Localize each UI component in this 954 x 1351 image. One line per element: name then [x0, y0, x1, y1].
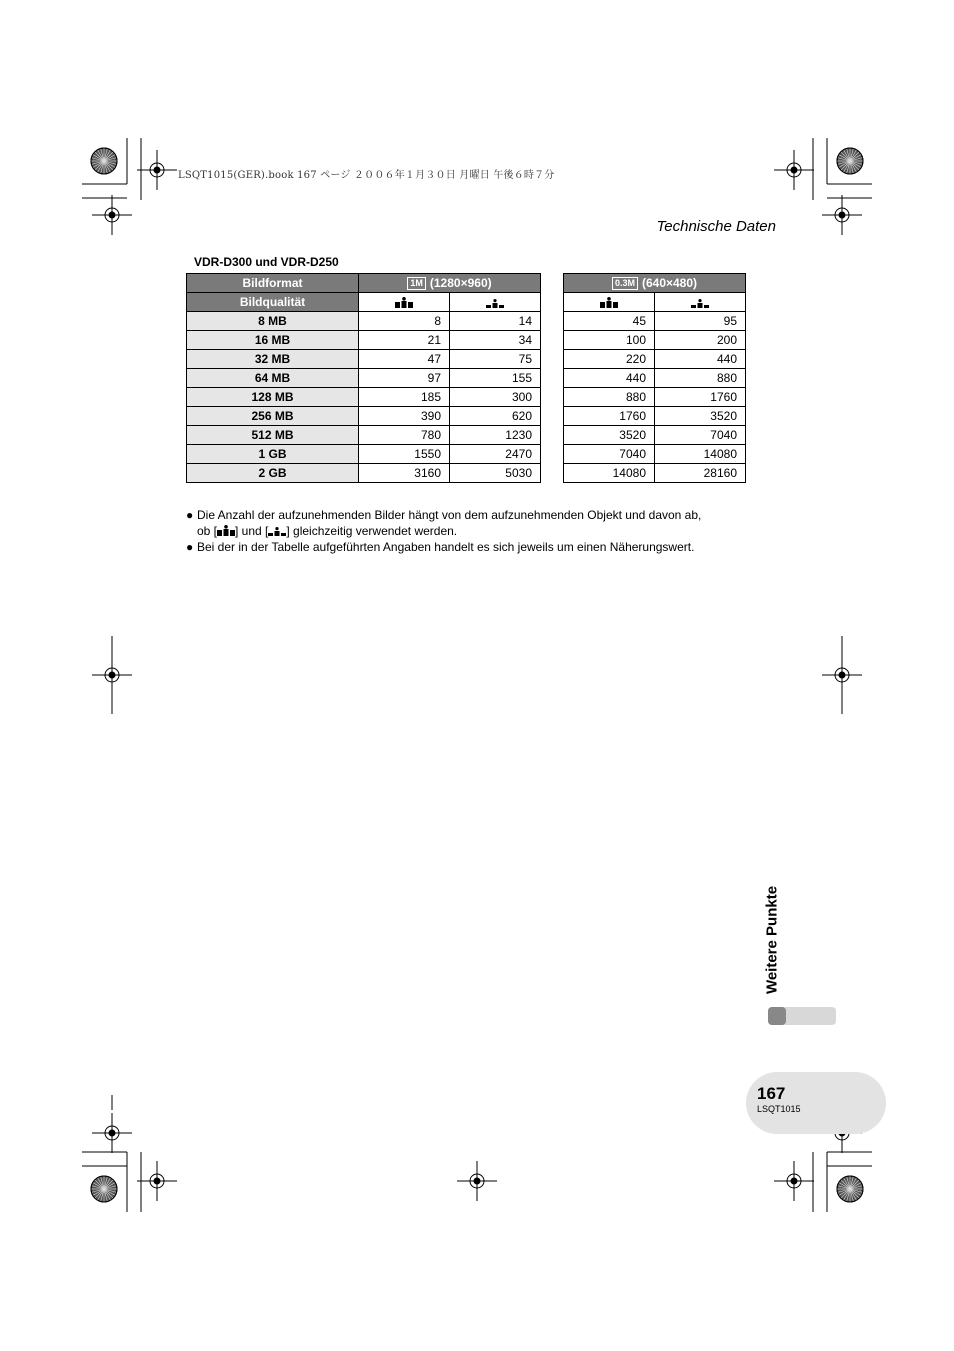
cell-a-normal: 1230	[450, 426, 541, 445]
chapter-tab-marker	[768, 1007, 786, 1025]
cell-b-normal: 14080	[655, 445, 746, 464]
cell-a-fine: 185	[359, 388, 450, 407]
note-1-text-b: ob [	[197, 524, 218, 538]
cell-a-normal: 5030	[450, 464, 541, 483]
table-row	[564, 407, 746, 426]
row-label: 2 GB	[187, 464, 359, 483]
header-quality-label: Bildqualität	[187, 293, 359, 312]
side-tab-text: Weitere Punkte	[763, 885, 781, 995]
table-row	[564, 388, 746, 407]
cell-b-fine: 440	[564, 369, 655, 388]
cell-b-normal: 28160	[655, 464, 746, 483]
table-row	[187, 350, 541, 369]
cell-a-normal: 2470	[450, 445, 541, 464]
row-label: 128 MB	[187, 388, 359, 407]
cell-a-normal: 34	[450, 331, 541, 350]
table-row	[564, 369, 746, 388]
bullet: ●	[186, 508, 194, 522]
table-row	[187, 407, 541, 426]
note-1-text: Die Anzahl der aufzunehmenden Bilder hängt von dem aufzunehmenden Objekt und davon ab,	[197, 508, 702, 522]
cell-a-fine: 780	[359, 426, 450, 445]
cell-a-fine: 21	[359, 331, 450, 350]
fine-quality-icon	[564, 293, 655, 312]
format-b-size: (640×480)	[641, 275, 698, 290]
row-label: 64 MB	[187, 369, 359, 388]
header-format-a	[359, 274, 541, 293]
cell-a-fine: 47	[359, 350, 450, 369]
cell-b-normal: 880	[655, 369, 746, 388]
row-label: 32 MB	[187, 350, 359, 369]
table-row	[187, 388, 541, 407]
table-row	[564, 331, 746, 350]
cell-a-normal: 300	[450, 388, 541, 407]
table-row	[187, 369, 541, 388]
normal-quality-icon	[450, 293, 541, 312]
table-row	[564, 312, 746, 331]
table-row	[564, 445, 746, 464]
cell-a-normal: 620	[450, 407, 541, 426]
table-row	[564, 426, 746, 445]
section-title: Technische Daten	[656, 218, 776, 235]
cell-a-normal: 14	[450, 312, 541, 331]
cell-a-fine: 97	[359, 369, 450, 388]
note-1	[186, 507, 756, 539]
cell-b-fine: 1760	[564, 407, 655, 426]
page-number: 167	[757, 1084, 786, 1103]
note-1-text-c: ] und [	[235, 524, 269, 538]
fine-quality-icon	[217, 525, 235, 536]
cell-a-fine: 390	[359, 407, 450, 426]
format-a-size: (1280×960)	[429, 275, 492, 290]
format-0-3m-icon: 0.3M	[612, 277, 638, 290]
header-format-label: Bildformat	[187, 274, 359, 293]
cell-b-normal: 200	[655, 331, 746, 350]
header-format-b	[564, 274, 746, 293]
row-label: 16 MB	[187, 331, 359, 350]
page-code: LSQT1015	[757, 1104, 801, 1114]
table-row	[187, 312, 541, 331]
cell-b-fine: 3520	[564, 426, 655, 445]
row-label: 256 MB	[187, 407, 359, 426]
note-2-text: Bei der in der Tabelle aufgeführten Angaben handelt es sich jeweils um einen Näherungswert.	[197, 540, 695, 554]
row-label: 8 MB	[187, 312, 359, 331]
table-row	[187, 331, 541, 350]
normal-quality-icon	[655, 293, 746, 312]
capacity-table-large-format	[186, 273, 541, 483]
note-2	[186, 539, 756, 555]
cell-b-fine: 100	[564, 331, 655, 350]
note-1-text-d: ] gleichzeitig verwendet werden.	[286, 524, 458, 538]
normal-quality-icon	[268, 525, 286, 536]
cell-a-fine: 8	[359, 312, 450, 331]
cell-b-fine: 14080	[564, 464, 655, 483]
cell-b-fine: 45	[564, 312, 655, 331]
format-1m-icon: 1M	[407, 277, 426, 290]
row-label: 1 GB	[187, 445, 359, 464]
cell-b-fine: 7040	[564, 445, 655, 464]
cell-b-fine: 220	[564, 350, 655, 369]
fine-quality-icon	[359, 293, 450, 312]
cell-a-normal: 75	[450, 350, 541, 369]
table-row	[564, 350, 746, 369]
cell-a-normal: 155	[450, 369, 541, 388]
row-label: 512 MB	[187, 426, 359, 445]
notes	[186, 507, 756, 555]
model-title: VDR-D300 und VDR-D250	[194, 255, 339, 269]
cell-a-fine: 3160	[359, 464, 450, 483]
capacity-table-small-format	[563, 273, 746, 483]
table-row	[564, 464, 746, 483]
table-row	[187, 445, 541, 464]
bullet: ●	[186, 540, 194, 554]
table-row	[187, 426, 541, 445]
print-info-line: LSQT1015(GER).book 167 ページ ２００６年１月３０日 月曜日 午後６時７分	[178, 170, 555, 181]
cell-a-fine: 1550	[359, 445, 450, 464]
table-row	[187, 464, 541, 483]
cell-b-fine: 880	[564, 388, 655, 407]
side-tab-label	[732, 880, 812, 1000]
cell-b-normal: 3520	[655, 407, 746, 426]
cell-b-normal: 440	[655, 350, 746, 369]
cell-b-normal: 1760	[655, 388, 746, 407]
cell-b-normal: 7040	[655, 426, 746, 445]
cell-b-normal: 95	[655, 312, 746, 331]
